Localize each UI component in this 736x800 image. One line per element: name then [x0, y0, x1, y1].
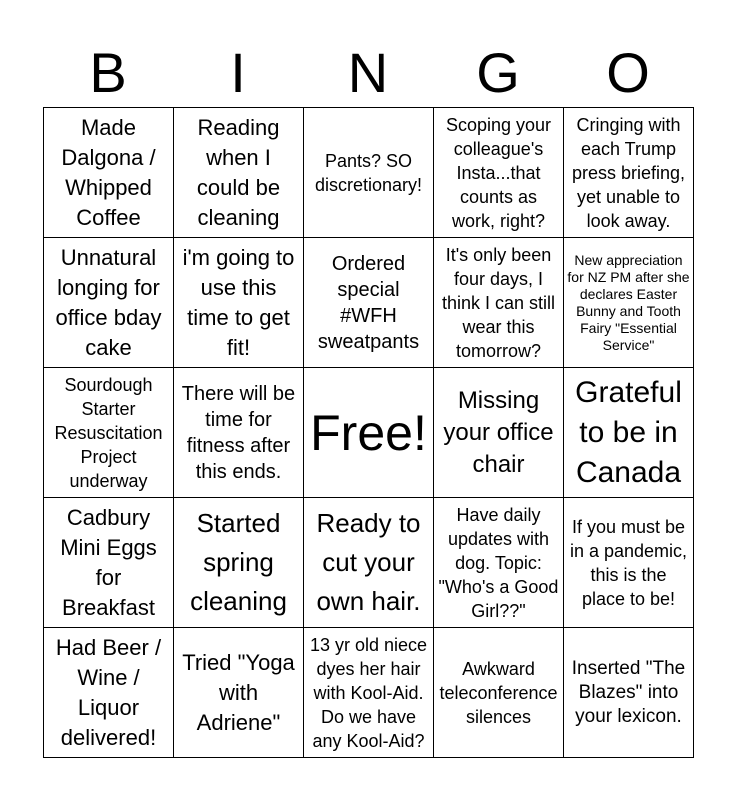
bingo-cell[interactable] — [44, 628, 174, 758]
bingo-grid — [43, 107, 694, 758]
bingo-cell[interactable] — [174, 108, 304, 238]
cell-text: Reading when I could be cleaning — [196, 114, 281, 230]
bingo-cell[interactable] — [564, 238, 694, 368]
header-letter-b: B — [89, 41, 127, 104]
bingo-cell[interactable] — [434, 498, 564, 628]
cell-text: If you must be in a pandemic, this is the place to be! — [569, 516, 688, 609]
bingo-cell[interactable] — [564, 368, 694, 498]
header-letter-g: G — [476, 41, 520, 104]
free-space-text: Free! — [310, 404, 427, 461]
bingo-cell[interactable] — [434, 368, 564, 498]
cell-text: There will be time for fitness after this ends. — [181, 382, 296, 483]
cell-text: Inserted "The Blazes" into your lexicon. — [571, 657, 686, 727]
header-letter-n: N — [347, 41, 389, 104]
bingo-cell[interactable] — [564, 498, 694, 628]
cell-text: Made Dalgona / Whipped Coffee — [61, 114, 156, 230]
bingo-cell-free[interactable] — [304, 368, 434, 498]
bingo-cell[interactable] — [44, 368, 174, 498]
bingo-cell[interactable] — [304, 628, 434, 758]
bingo-cell[interactable] — [44, 238, 174, 368]
cell-text: New appreciation for NZ PM after she declares Easter Bunny and Tooth Fairy "Essential Service" — [567, 251, 690, 353]
cell-text: Cringing with each Trump press briefing, yet unable to look away. — [571, 114, 686, 231]
bingo-cell[interactable] — [174, 498, 304, 628]
bingo-cell[interactable] — [564, 108, 694, 238]
bingo-cell[interactable] — [434, 628, 564, 758]
bingo-cell[interactable] — [434, 108, 564, 238]
cell-text: Scoping your colleague's Insta...that counts as work, right? — [445, 114, 552, 231]
cell-text: 13 yr old niece dyes her hair with Kool-Aid. Do we have any Kool-Aid? — [309, 634, 428, 751]
bingo-cell[interactable] — [304, 238, 434, 368]
cell-text: Had Beer / Wine / Liquor delivered! — [55, 634, 162, 750]
cell-text: Cadbury Mini Eggs for Breakfast — [60, 504, 157, 620]
header-letter-o: O — [606, 41, 650, 104]
bingo-cell[interactable] — [564, 628, 694, 758]
bingo-cell[interactable] — [304, 108, 434, 238]
cell-text: Missing your office chair — [443, 386, 554, 478]
cell-text: i'm going to use this time to get fit! — [182, 244, 295, 360]
bingo-cell[interactable] — [44, 498, 174, 628]
cell-text: It's only been four days, I think I can still wear this tomorrow? — [441, 244, 556, 361]
bingo-cell[interactable] — [174, 368, 304, 498]
bingo-cell[interactable] — [44, 108, 174, 238]
cell-text: Ordered special #WFH sweatpants — [317, 252, 420, 353]
cell-text: Tried "Yoga with Adriene" — [182, 649, 295, 735]
bingo-cell[interactable] — [434, 238, 564, 368]
bingo-cell[interactable] — [304, 498, 434, 628]
cell-text: Pants? SO discretionary! — [314, 150, 423, 195]
cell-text: Have daily updates with dog. Topic: "Who's a Good Girl??" — [438, 504, 559, 621]
cell-text: Unnatural longing for office bday cake — [55, 244, 162, 360]
bingo-cell[interactable] — [174, 238, 304, 368]
bingo-header — [43, 38, 693, 108]
cell-text: Started spring cleaning — [190, 508, 287, 616]
cell-text: Ready to cut your own hair. — [316, 508, 421, 616]
cell-text: Sourdough Starter Resuscitation Project underway — [54, 374, 163, 491]
cell-text: Grateful to be in Canada — [575, 375, 682, 489]
bingo-cell[interactable] — [174, 628, 304, 758]
cell-text: Awkward teleconference silences — [439, 658, 558, 727]
header-letter-i: I — [230, 41, 246, 104]
